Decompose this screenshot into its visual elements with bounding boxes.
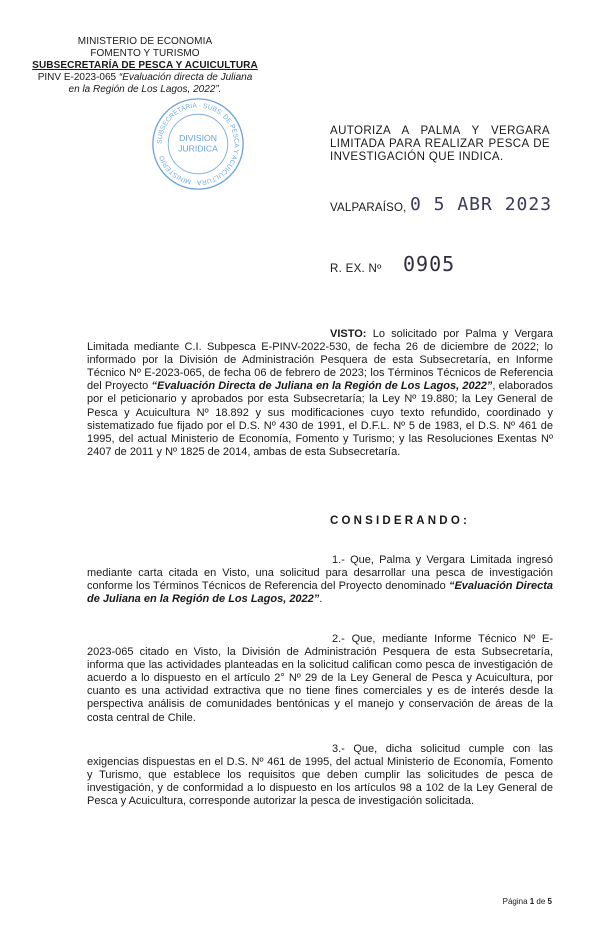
c3-text: 3.- Que, dicha solicitud cumple con las exigencias dispuestas en el D.S. Nº 461 de 1995, del actual Ministerio de Economía, Fomento y Turismo, que establece los requisitos que deben cumplir las solicitudes de pesca de investigación, y de conformidad a lo dispuesto en los artículos 98 a 102 de la Ley General de Pesca y Acuicultura, corresponde autorizar la pesca de investigación solicitada.	[87, 743, 553, 808]
city-label: VALPARAÍSO,	[330, 202, 407, 214]
pinv-title-1: “Evaluación directa de Juliana	[118, 72, 253, 83]
subsecretaria-name: SUBSECRETARÍA DE PESCA Y ACUICULTURA	[32, 60, 258, 71]
rex-number: 0905	[403, 252, 456, 276]
visto-project: “Evaluación Directa de Juliana en la Región de Los Lagos, 2022”	[151, 380, 493, 393]
considerando-3	[87, 743, 553, 808]
visto-label: VISTO:	[330, 328, 367, 340]
visto-text-2: , elaborados por el peticionario y aprobados por esta Subsecretaría; la Ley Nº 19.880; la Ley General de Pesca y Acuicultura Nº 18.892 y sus modificaciones cuyo texto refundido, coordinado y sistematizado fue fijado por el D.S. Nº 430 de 1991, el D.F.L. Nº 5 de 1983, el D.S. Nº 461 de 1995, del actual Ministerio de Economía, Fomento y Turismo; y las Resoluciones Exentas Nº 2407 de 2011 y Nº 1825 de 2014, ambas de esta Subsecretaría.	[87, 380, 554, 458]
seal-line-1: DIVISION	[179, 133, 217, 144]
c1-project: “Evaluación Directa de Juliana en la Región de Los Lagos, 2022”	[87, 580, 553, 606]
considerando-heading: CONSIDERANDO:	[330, 515, 470, 527]
date-stamp: 0 5 ABR 2023	[410, 194, 553, 215]
pinv-code: PINV E-2023-065	[37, 72, 119, 83]
division-juridica-seal	[150, 96, 246, 192]
visto-text-1: Lo solicitado por Palma y Vergara Limitada mediante C.I. Subpesca E-PINV-2022-530, de fecha 26 de diciembre de 2022; lo informado por la División de Administración Pesquera de esta Subsecretaría, en Informe Técnico Nº E-2023-065, de fecha 06 de febrero de 2023; los Términos Técnicos de Referencia del Proyecto	[87, 328, 553, 393]
pinv-reference	[30, 72, 260, 84]
considerando-1	[87, 554, 553, 606]
pinv-reference-line-2	[30, 84, 260, 96]
pinv-title-2: en la Región de Los Lagos, 2022”.	[68, 84, 222, 95]
total-pages: 5	[547, 897, 552, 906]
letterhead	[30, 36, 260, 96]
ministry-line-2: FOMENTO Y TURISMO	[90, 48, 200, 59]
of-word: de	[534, 897, 548, 906]
ministry-line-1: MINISTERIO DE ECONOMIA	[77, 36, 213, 47]
resolution-title: AUTORIZA A PALMA Y VERGARA LIMITADA PARA REALIZAR PESCA DE INVESTIGACIÓN QUE INDICA.	[330, 125, 550, 163]
page-number	[503, 897, 552, 906]
current-page: 1	[529, 897, 535, 906]
seal-line-2: JURIDICA	[178, 143, 218, 154]
seal-ring-text: SUBSECRETARIA · SUBS. DE PESCA Y ACUICULTURA · MINISTERIO	[156, 102, 240, 186]
c1-text-2: .	[319, 593, 323, 606]
c2-text: 2.- Que, mediante Informe Técnico Nº E-2023-065 citado en Visto, la División de Administración Pesquera de esta Subsecretaría, informa que las actividades planteadas en la solicitud califican como pesca de investigación de acuerdo a lo dispuesto en el artículo 2° Nº 29 de la Ley General de Pesca y Acuicultura, por cuanto es una actividad extractiva que no tiene fines comerciales y es de interés desde la perspectiva análisis de comunidades bentónicas y el manejo y conservación de áreas de la costa central de Chile.	[87, 633, 553, 724]
c1-text-1: 1.- Que, Palma y Vergara Limitada ingresó mediante carta citada en Visto, una solicitud para desarrollar una pesca de investigación conforme los Términos Técnicos de Referencia del Proyecto denominado	[87, 554, 553, 593]
considerando-2	[87, 633, 553, 725]
page-word: Página	[502, 897, 530, 906]
rex-label: R. EX. Nº	[330, 263, 382, 275]
visto-paragraph	[87, 328, 553, 459]
